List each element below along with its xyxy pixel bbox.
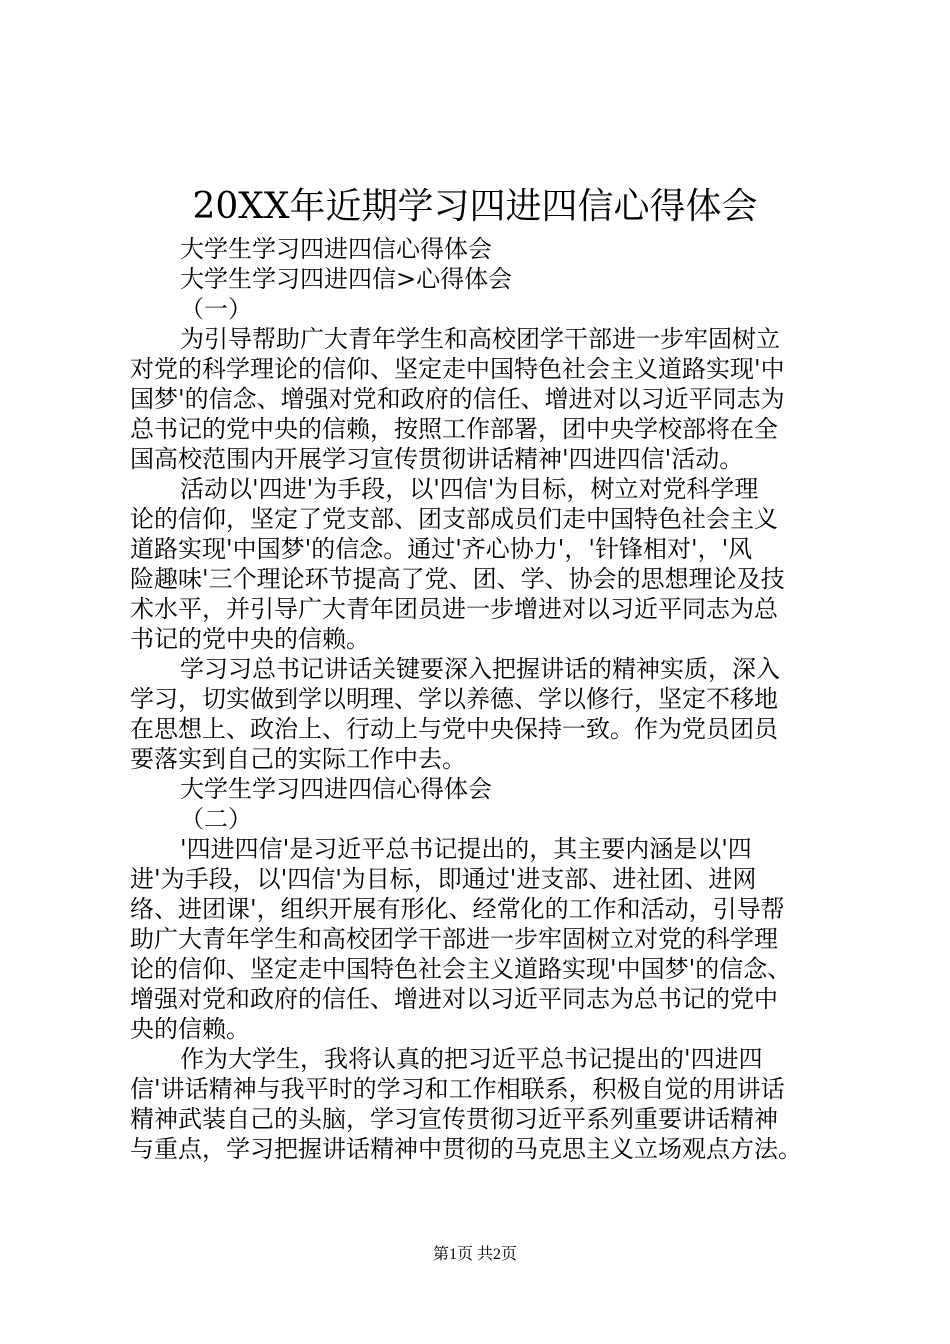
text-line: （一） [180,295,252,323]
text-line: 助广大青年学生和高校团学干部进一步牢固树立对党的科学理 [130,925,778,953]
text-line: 精神武装自己的头脑，学习宣传贯彻习近平系列重要讲话精神 [130,1105,778,1133]
page-footer: 第1页 共2页 [432,1246,517,1263]
text-line: 为引导帮助广大青年学生和高校团学干部进一步牢固树立 [180,325,780,353]
text-line: 论的信仰，坚定了党支部、团支部成员们走中国特色社会主义 [130,505,778,533]
text-line: 活动以'四进'为手段，以'四信'为目标，树立对党科学理 [180,475,759,503]
text-line: 学习，切实做到学以明理、学以养德、学以修行，坚定不移地 [130,685,778,713]
text-line: 要落实到自己的实际工作中去。 [130,745,466,773]
text-line: 论的信仰、坚定走中国特色社会主义道路实现'中国梦'的信念、 [130,955,792,983]
text-line: 大学生学习四进四信>心得体会 [180,265,513,293]
text-line: 险趣味'三个理论环节提高了党、团、学、协会的思想理论及技 [130,565,785,593]
text-line: 学习习总书记讲话关键要深入把握讲话的精神实质，深入 [180,655,780,683]
document-title: 20XX年近期学习四进四信心得体会 [192,186,758,227]
text-line: 在思想上、政治上、行动上与党中央保持一致。作为党员团员 [130,715,778,743]
text-line: 进'为手段，以'四信'为目标，即通过'进支部、进社团、进网 [130,865,757,893]
text-line: 央的信赖。 [130,1015,250,1043]
text-line: 国高校范围内开展学习宣传贯彻讲话精神'四进四信'活动。 [130,445,744,473]
text-line: （二） [180,805,252,833]
text-line: 作为大学生，我将认真的把习近平总书记提出的'四进四 [180,1045,763,1073]
text-line: 络、进团课'，组织开展有形化、经常化的工作和活动，引导帮 [130,895,785,923]
text-line: 对党的科学理论的信仰、坚定走中国特色社会主义道路实现'中 [130,355,785,383]
text-line: 信'讲话精神与我平时的学习和工作相联系，积极自觉的用讲话 [130,1075,785,1103]
text-line: '四进四信'是习近平总书记提出的，其主要内涵是以'四 [180,835,752,863]
text-line: 增强对党和政府的信任、增进对以习近平同志为总书记的党中 [130,985,778,1013]
text-line: 大学生学习四进四信心得体会 [180,235,492,263]
text-line: 书记的党中央的信赖。 [130,625,370,653]
text-line: 与重点，学习把握讲话精神中贯彻的马克思主义立场观点方法。 [130,1135,802,1163]
text-line: 总书记的党中央的信赖，按照工作部署，团中央学校部将在全 [130,415,778,443]
text-line: 大学生学习四进四信心得体会 [180,775,492,803]
text-line: 道路实现'中国梦'的信念。通过'齐心协力'，'针锋相对'，'风 [130,535,753,563]
document-body [130,234,850,1164]
text-line: 国梦'的信念、增强对党和政府的信任、增进对以习近平同志为 [130,385,785,413]
text-line: 术水平，并引导广大青年团员进一步增进对以习近平同志为总 [130,595,778,623]
